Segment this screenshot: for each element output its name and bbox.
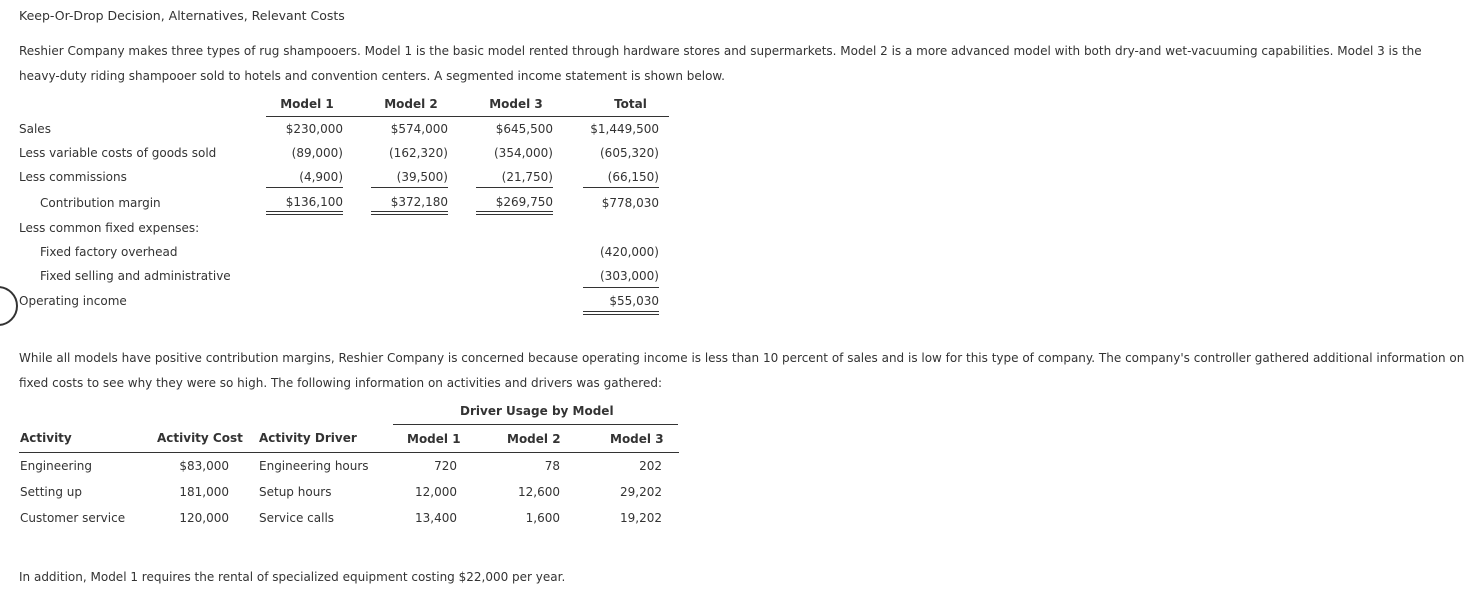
cell: $778,030 [601, 196, 659, 210]
header-activity: Activity [20, 431, 72, 445]
header-rule [19, 452, 679, 453]
row-label-commissions: Less commissions [19, 170, 127, 184]
table-row-activity: Customer service [20, 511, 126, 525]
closing-paragraph: In addition, Model 1 requires the rental of specialized equipment costing $22,000 per year. [19, 570, 566, 584]
header-model-1: Model 1 [407, 432, 461, 446]
cell: (605,320) [600, 146, 659, 160]
row-label-fixed-factory-overhead: Fixed factory overhead [40, 245, 178, 259]
segmented-income-statement [19, 94, 669, 324]
header-total: Total [614, 97, 647, 111]
cell: (39,500) [396, 170, 448, 184]
subtotal-rule [266, 187, 343, 188]
table-cell: 78 [544, 459, 560, 473]
row-label-common-fixed: Less common fixed expenses: [19, 221, 200, 235]
group-header-driver-usage: Driver Usage by Model [460, 404, 614, 418]
table-cell: 29,202 [620, 485, 662, 499]
middle-line-1: While all models have positive contribution margins, Reshier Company is concerned because operating income is less than 10 percent of sales and is low for this type of company. The company's controller gathered additional information on [19, 351, 1465, 365]
cell: $574,000 [390, 122, 448, 136]
cell: (66,150) [607, 170, 659, 184]
table-cell: 1,600 [525, 511, 560, 525]
cell: (303,000) [600, 269, 659, 283]
table-cell: 19,202 [620, 511, 662, 525]
header-model-2: Model 2 [384, 97, 438, 111]
cell: $230,000 [285, 122, 343, 136]
header-model-2: Model 2 [507, 432, 561, 446]
table-cell: 202 [639, 459, 662, 473]
subtotal-rule [583, 187, 659, 188]
activity-driver-table [19, 402, 679, 542]
cell: $136,100 [285, 195, 343, 209]
cell: $645,500 [495, 122, 553, 136]
table-cell: 720 [434, 459, 457, 473]
cell: (354,000) [494, 146, 553, 160]
page-title: Keep-Or-Drop Decision, Alternatives, Relevant Costs [19, 8, 345, 23]
group-header-rule [393, 424, 678, 425]
scroll-marker [0, 286, 18, 326]
intro-paragraph [19, 39, 1422, 88]
cell: $1,449,500 [590, 122, 659, 136]
cell: $55,030 [609, 294, 659, 308]
table-cell: 12,000 [415, 485, 457, 499]
header-activity-cost: Activity Cost [157, 431, 243, 445]
subtotal-rule [583, 287, 659, 288]
table-cell: 120,000 [179, 511, 229, 525]
table-cell: 12,600 [518, 485, 560, 499]
cell: (21,750) [501, 170, 553, 184]
cell: (4,900) [299, 170, 343, 184]
row-label-fixed-selling-admin: Fixed selling and administrative [40, 269, 231, 283]
middle-paragraph [19, 346, 1464, 395]
table-row-activity: Engineering [20, 459, 92, 473]
header-model-3: Model 3 [610, 432, 664, 446]
table-cell: Engineering hours [259, 459, 369, 473]
cell: $269,750 [495, 195, 553, 209]
cell: (420,000) [600, 245, 659, 259]
table-row-activity: Setting up [20, 485, 83, 499]
table-cell: $83,000 [179, 459, 229, 473]
double-underline [476, 211, 553, 215]
cell: (89,000) [291, 146, 343, 160]
subtotal-rule [371, 187, 448, 188]
header-model-3: Model 3 [489, 97, 543, 111]
row-label-contribution-margin: Contribution margin [40, 196, 161, 210]
cell: (162,320) [389, 146, 448, 160]
header-activity-driver: Activity Driver [259, 431, 357, 445]
double-underline [266, 211, 343, 215]
table-cell: Service calls [259, 511, 335, 525]
table-cell: 181,000 [179, 485, 229, 499]
double-underline [583, 311, 659, 315]
table-cell: 13,400 [415, 511, 457, 525]
cell: $372,180 [390, 195, 448, 209]
middle-line-2: fixed costs to see why they were so high. The following information on activities and drivers was gathered: [19, 375, 662, 390]
header-model-1: Model 1 [280, 97, 334, 111]
row-label-sales: Sales [19, 122, 51, 136]
subtotal-rule [476, 187, 553, 188]
double-underline [371, 211, 448, 215]
row-label-operating-income: Operating income [19, 294, 127, 308]
header-rule [266, 116, 669, 117]
row-label-variable-costs: Less variable costs of goods sold [19, 146, 217, 160]
table-cell: Setup hours [259, 485, 332, 499]
intro-line-2: heavy-duty riding shampooer sold to hotels and convention centers. A segmented income statement is shown below. [19, 68, 725, 83]
intro-line-1: Reshier Company makes three types of rug shampooers. Model 1 is the basic model rented through hardware stores and supermarkets. Model 2 is a more advanced model with both dry-and wet-vacuuming capabilities. Model 3 is the [19, 44, 1422, 58]
